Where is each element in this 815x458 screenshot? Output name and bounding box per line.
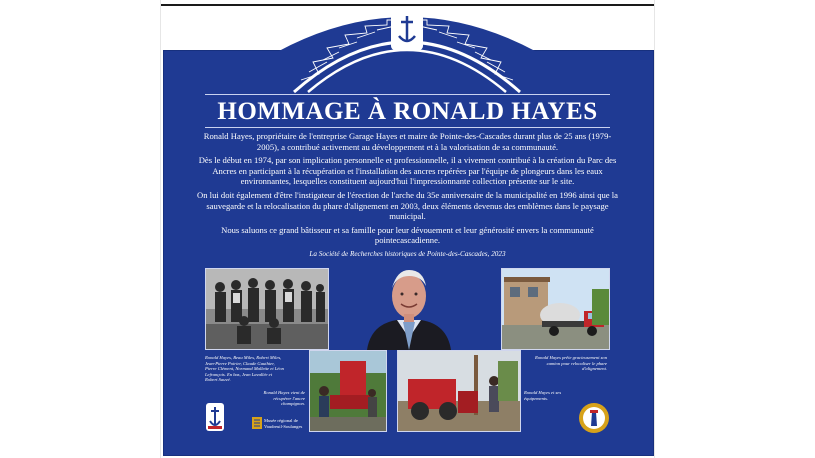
musee-line-1: Musée régional de: [264, 418, 298, 423]
lighthouse-emblem-icon: [578, 402, 610, 434]
plaque-text: [195, 131, 620, 263]
arch-illustration: [161, 0, 654, 95]
truck-caption: Ronald Hayes prête gracieusement son camion pour relocaliser le phare d'alignement.: [535, 355, 607, 372]
musee-logo-icon: [252, 417, 262, 429]
group-photo-caption: Ronald Hayes, Beau Miles, Robert Miles, Jean-Pierre Poirier, Claude Gauthier, Pierre Clément, Normand Mallette et Léon Lefrançois. En bas, Jean Lavallée et Robert Sauvé.: [205, 355, 284, 383]
paragraph-2: Dès le début en 1974, par son implication personnelle et professionnelle, il a vivement contribué à la création du Parc des Ancres en participant à la récupération et l'installation des ancres repérées par l'équipe de plongeurs dans les eaux environnantes, lesquelles constituent aujourd'hui l'impressionnante collection présente sur le site.: [198, 155, 617, 187]
equipment-caption: Ronald Hayes et ses équipements.: [524, 390, 562, 401]
commemorative-plaque: [161, 0, 654, 458]
title-rule-bottom: [205, 127, 610, 128]
plaque-title: HOMMAGE À RONALD HAYES: [217, 98, 598, 125]
signature: La Société de Recherches historiques de Pointe-des-Cascades, 2023: [309, 249, 506, 258]
truck-photo: [501, 268, 610, 350]
left-margin: [0, 0, 161, 458]
right-margin: [654, 0, 815, 458]
society-logo: [205, 402, 225, 432]
title-rule-top: [205, 94, 610, 95]
equipment-photo: [397, 350, 521, 432]
paragraph-3: On lui doit également d'être l'instigateur de l'érection de l'arche du 35e anniversaire de la municipalité en 1996 ainsi que la sauvegarde et la relocalisation du phare d'alignement en 2003, deux éléments devenus des emblèmes dans le paysage municipal.: [197, 189, 618, 222]
portrait-photo: [357, 262, 461, 350]
paragraph-4: Nous saluons ce grand bâtisseur et sa famille pour leur dévouement et leur générosité envers la communauté pointecascadienne.: [221, 224, 594, 246]
anchor-recovery-caption: Ronald Hayes vient de récupérer l'ancre champignon.: [263, 390, 305, 407]
musee-logo-text: [264, 418, 324, 429]
paragraph-1: Ronald Hayes, propriétaire de l'entreprise Garage Hayes et maire de Pointe-des-Cascades durant plus de 25 ans (1979-2005), a contribué activement au développement et à la valorisation de sa communauté.: [203, 131, 612, 152]
musee-line-2: Vaudreuil-Soulanges: [264, 423, 303, 429]
group-photo: [205, 268, 329, 350]
